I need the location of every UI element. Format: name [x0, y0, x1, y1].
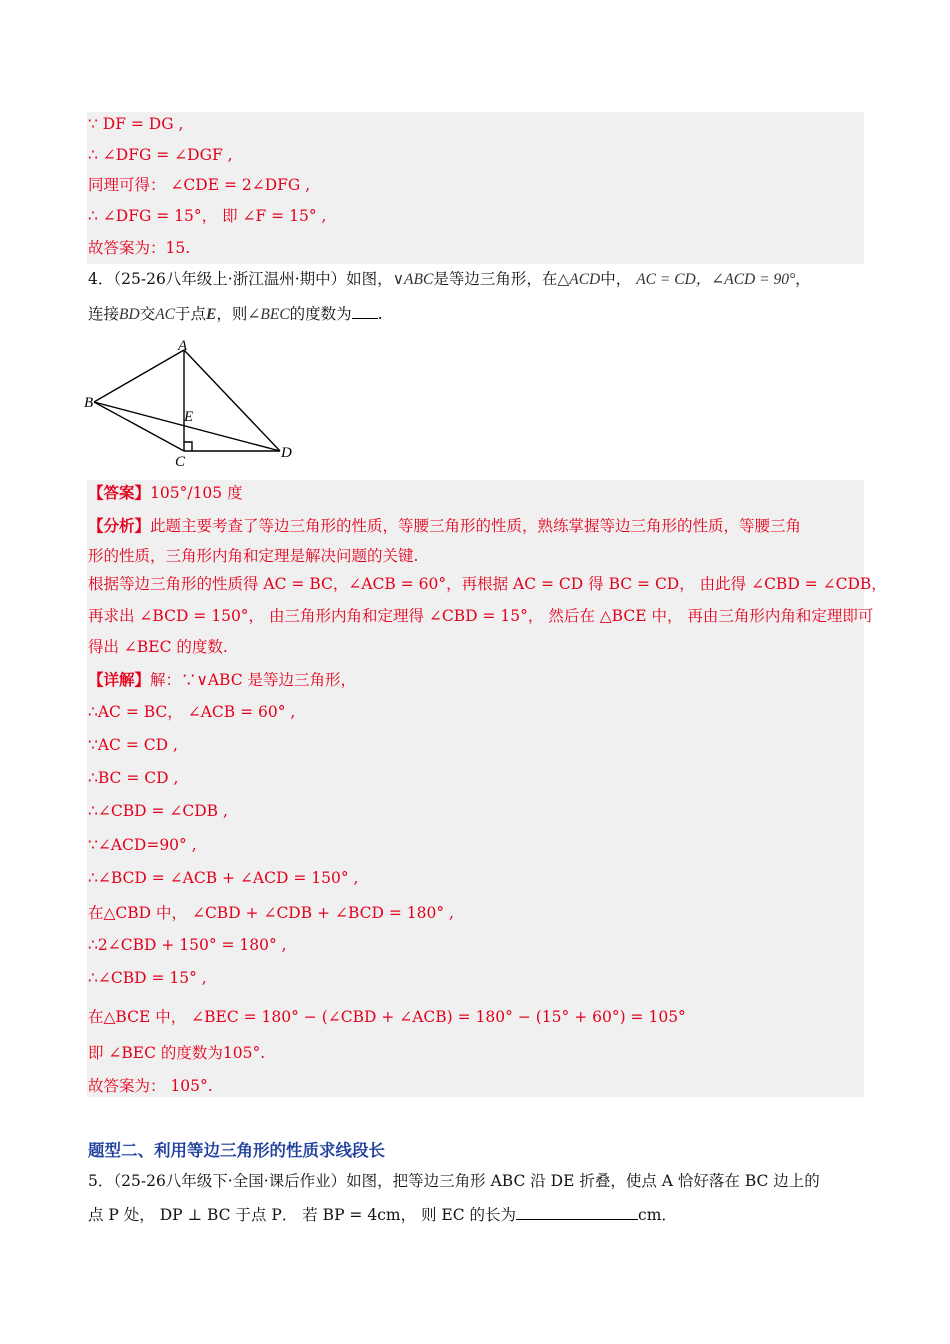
label-E: E	[184, 409, 194, 425]
analysis-line: 形的性质，三角形内角和定理是解决问题的关键.	[88, 547, 419, 565]
analysis-line: 得出 ∠BEC 的度数.	[88, 638, 228, 656]
label-D: D	[281, 445, 292, 461]
solution-line: 故答案为：15.	[88, 239, 191, 257]
label-A: A	[178, 338, 188, 354]
detail-step: ∴AC = BC， ∠ACB = 60° ,	[88, 703, 296, 721]
detail-step: ∴∠CBD = 15° ,	[88, 969, 207, 987]
solution-line: ∵ DF = DG ,	[88, 115, 184, 133]
solution-line: ∴ ∠DFG = 15°， 即 ∠F = 15° ,	[88, 207, 327, 225]
question-5-line-2: 点 P 处， DP ⊥ BC 于点 P． 若 BP = 4cm， 则 EC 的长为 cm．	[88, 1206, 677, 1224]
question-4-line-1: 4．（25-26八年级上·浙江温州·期中）如图，∨ABC是等边三角形，在△ACD中， AC = CD，∠ACD = 90°，	[88, 270, 811, 288]
detail-step: ∴∠CBD = ∠CDB ,	[88, 802, 228, 820]
label-B: B	[84, 395, 94, 411]
analysis-line: 【分析】此题主要考查了等边三角形的性质，等腰三角形的性质，熟练掌握等边三角形的性质，等腰三角	[88, 516, 802, 535]
detail-step: ∵AC = CD ,	[88, 736, 178, 754]
detail-step: 在△CBD 中， ∠CBD + ∠CDB + ∠BCD = 180° ,	[88, 904, 454, 922]
answer-blank[interactable]	[352, 318, 378, 319]
question-4-line-2: 连接BD交AC于点E，则∠BEC的度数为 .	[88, 305, 383, 323]
detail-step: 即 ∠BEC 的度数为105°.	[88, 1044, 266, 1062]
detail-step: ∵∠ACD=90° ,	[88, 836, 197, 854]
label-C: C	[175, 454, 186, 466]
analysis-line: 再求出 ∠BCD = 150°， 由三角形内角和定理得 ∠CBD = 15°， 然后在 △BCE 中， 再由三角形内角和定理即可	[88, 607, 874, 625]
section-heading: 题型二、利用等边三角形的性质求线段长	[88, 1141, 385, 1160]
detail-step: ∴∠BCD = ∠ACB + ∠ACD = 150° ,	[88, 869, 359, 887]
detail-step: ∴2∠CBD + 150° = 180° ,	[88, 936, 287, 954]
solution-line: ∴ ∠DFG = ∠DGF ,	[88, 146, 233, 164]
detail-step: 在△BCE 中， ∠BEC = 180° − (∠CBD + ∠ACB) = 180° − (15° + 60°) = 105°	[88, 1008, 686, 1026]
detail-line: 【详解】解：∵∨ABC 是等边三角形，	[88, 670, 357, 689]
solution-line: 同理可得： ∠CDE = 2∠DFG ,	[88, 176, 311, 194]
analysis-line: 根据等边三角形的性质得 AC = BC，∠ACB = 60°，再根据 AC = CD 得 BC = CD， 由此得 ∠CBD = ∠CDB，	[88, 575, 887, 593]
geometry-figure	[80, 336, 320, 466]
answer-blank[interactable]	[516, 1219, 638, 1220]
detail-step: ∴BC = CD ,	[88, 769, 179, 787]
answer-line: 【答案】105°/105 度	[88, 483, 243, 502]
question-5-line-1: 5．（25-26八年级下·全国·课后作业）如图，把等边三角形 ABC 沿 DE 折叠，使点 A 恰好落在 BC 边上的	[88, 1172, 820, 1190]
detail-step: 故答案为： 105°.	[88, 1077, 213, 1095]
